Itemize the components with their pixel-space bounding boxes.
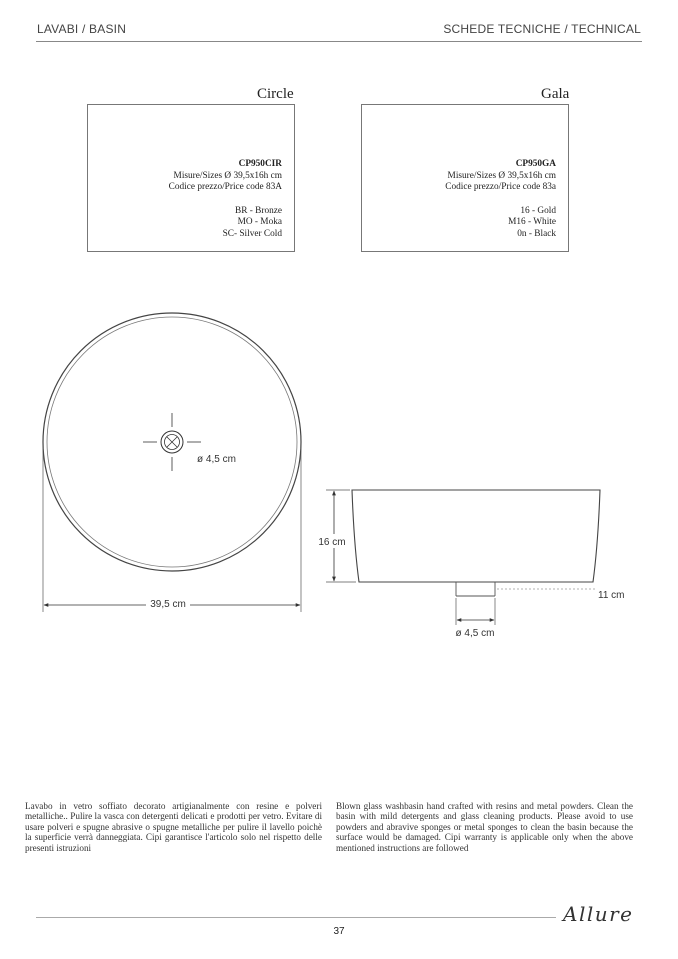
product-price-code: Codice prezzo/Price code 83a xyxy=(445,182,556,192)
description-english: Blown glass washbasin hand crafted with resins and metal powders. Clean the basin with mild detergents and glass cleaning products. Please avoid to use powders and abravive sponges or metal sponges to clean the basin because the surface would be damaged. Cipi warranty is applicable only when the above mentioned instructions are followed xyxy=(336,801,633,853)
basin-side-view xyxy=(314,490,625,639)
header-section-right: SCHEDE TECNICHE / TECHNICAL xyxy=(443,22,641,36)
product-price-code: Codice prezzo/Price code 83A xyxy=(168,182,282,192)
finish-item: 0n - Black xyxy=(517,228,556,239)
basin-profile xyxy=(352,490,600,582)
brand-logo: Allure xyxy=(563,902,634,926)
side-drain-diameter-label: ø 4,5 cm xyxy=(455,628,495,639)
product-code: CP950CIR xyxy=(238,159,282,169)
finish-item: 16 - Gold xyxy=(520,205,556,216)
drain-height-label: 11 cm xyxy=(598,590,625,601)
product-sizes: Misure/Sizes Ø 39,5x16h cm xyxy=(447,170,556,181)
product-sizes: Misure/Sizes Ø 39,5x16h cm xyxy=(173,170,282,181)
finish-item: MO - Moka xyxy=(237,217,282,227)
page-number: 37 xyxy=(333,926,345,937)
finish-item: BR - Bronze xyxy=(235,205,282,216)
drain-diameter-label: ø 4,5 cm xyxy=(197,454,236,465)
finish-item: SC- Silver Cold xyxy=(222,228,282,239)
footer-rule xyxy=(36,917,556,918)
header-section-left: LAVABI / BASIN xyxy=(37,22,127,36)
drain-icon xyxy=(143,413,201,471)
width-label: 39,5 cm xyxy=(150,599,186,610)
height-label: 16 cm xyxy=(318,537,346,548)
description-italian: Lavabo in vetro soffiato decorato artigianalmente con resine e polveri metalliche.. Pulire la vasca con detergenti delicati e prodotti per vetro. Evitare di usare polveri e spugne abrasive o spugne metalliche per pulire il lavello poichè la superficie verrà danneggiata. Cipi garantisce l'articolo solo nel rispetto delle presenti istruzioni xyxy=(25,801,322,853)
finish-item: M16 - White xyxy=(508,217,556,227)
product-code: CP950GA xyxy=(515,159,556,169)
product-name-gala: Gala xyxy=(541,86,570,102)
product-name-circle: Circle xyxy=(257,86,294,102)
basin-top-view xyxy=(43,313,301,612)
